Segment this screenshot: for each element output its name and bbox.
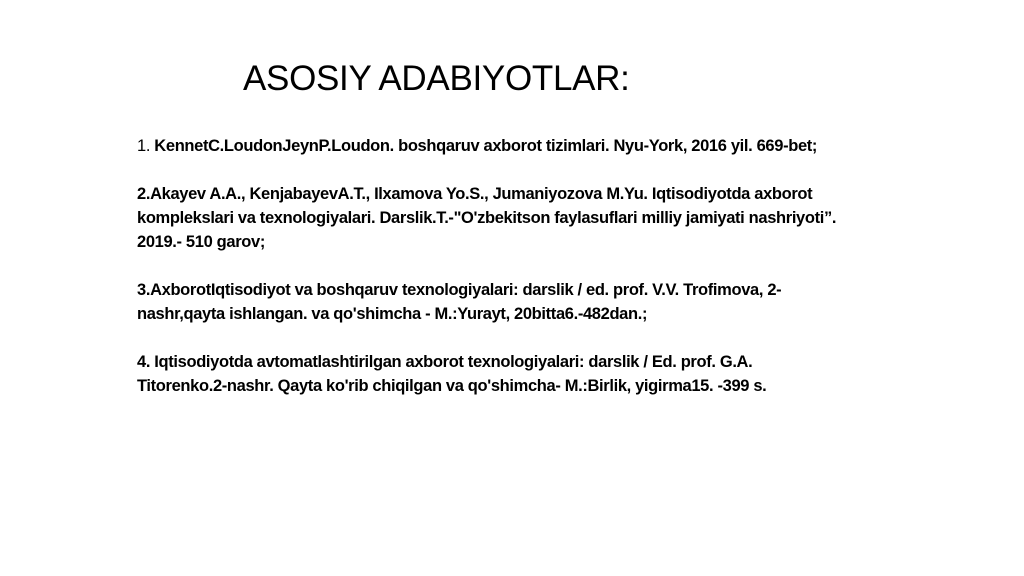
reference-number: 2. [137,185,151,203]
reference-list [137,134,837,422]
reference-number: 3. [137,281,151,299]
reference-text: AxborotIqtisodiyot va boshqaruv texnologiyalari: darslik / ed. prof. V.V. Trofimova, 2-nashr,qayta ishlangan. va qo'shimcha - M.:Yurayt, 20bitta6.-482dan.; [137,281,782,323]
reference-text: Iqtisodiyotda avtomatlashtirilgan axborot texnologiyalari: darslik / Ed. prof. G.A. Titorenko.2-nashr. Qayta ko'rib chiqilgan va qo'shimcha- M.:Birlik, yigirma15. -399 s. [137,353,767,395]
reference-item [137,278,837,326]
reference-item [137,350,837,398]
reference-item [137,182,837,254]
slide-title: ASOSIY ADABIYOTLAR: [243,59,630,98]
reference-text: Akayev A.A., KenjabayevA.T., Ilxamova Yo.S., Jumaniyozova M.Yu. Iqtisodiyotda axborot komplekslari va texnologiyalari. Darslik.T.-"O'zbekitson faylasuflari milliy jamiyati nashriyoti”. 2019.- 510 garov; [137,185,837,251]
reference-number: 1. [137,137,155,155]
reference-text: KennetC.LoudonJeynP.Loudon. boshqaruv axborot tizimlari. Nyu-York, 2016 yil. 669-bet; [154,137,818,155]
reference-number: 4. [137,353,155,371]
reference-item [137,134,837,158]
